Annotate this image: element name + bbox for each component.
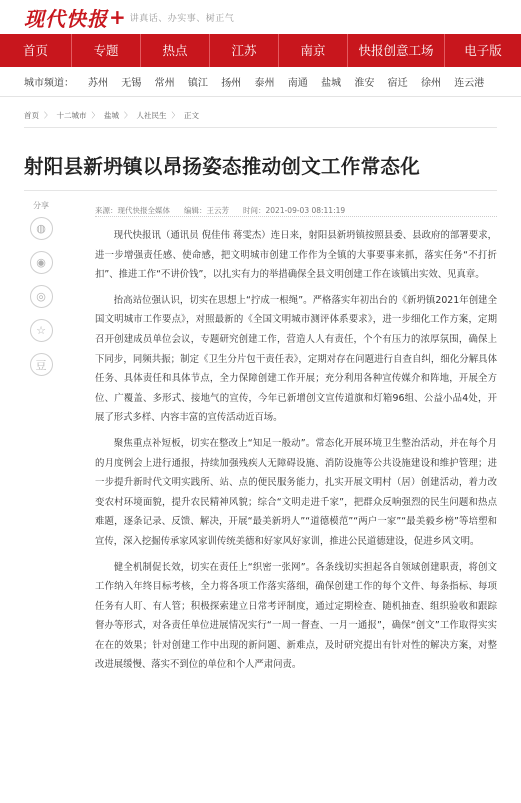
city-channel-bar [0, 67, 521, 97]
city-link-wuxi[interactable]: 无锡 [121, 78, 142, 89]
divider [24, 127, 497, 128]
logo-text: 现代快报 [24, 6, 108, 31]
nav-item-creative-workshop[interactable]: 快报创意工场 [358, 43, 434, 58]
article-editor: 编辑：王云芳 [184, 206, 229, 215]
douban-icon: 豆 [35, 358, 47, 372]
article-paragraph: 现代快报讯（通讯员 倪佳伟 蒋雯杰）连日来，射阳县新坍镇按照县委、县政府的部署要求，进一步增强责任感、使命感，把文明城市创建工作作为全镇的大事要事来抓，落实任务“不打折扣”、推进工作“不讲价钱”，以扎实有力的举措确保全县文明创建工作在该镇出实效、见真章。 [95, 230, 497, 281]
share-label: 分享 [33, 201, 49, 210]
logo-plus: + [109, 5, 126, 29]
main-nav [0, 34, 521, 67]
divider [24, 190, 497, 191]
nav-item-jiangsu[interactable]: 江苏 [231, 43, 257, 58]
breadcrumb-separator: 〉 [91, 111, 99, 120]
city-link-changzhou[interactable]: 常州 [154, 78, 175, 89]
breadcrumb-current: 正文 [184, 111, 199, 120]
nav-item-home[interactable]: 首页 [22, 43, 48, 58]
city-link-suqian[interactable]: 宿迁 [387, 78, 408, 89]
city-link-zhenjiang[interactable]: 镇江 [187, 78, 208, 89]
city-link-yangzhou[interactable]: 扬州 [221, 78, 242, 89]
share-douban-button[interactable] [30, 353, 53, 376]
article-paragraph: 抬高站位强认识，切实在思想上“拧成一根绳”。严格落实年初出台的《新坍镇2021年创建全国文明城市工作要点》，对照最新的《全国文明城市测评体系要求》，进一步细化工作方案，定期召开创建成员单位会议，专题研究创建工作，营造人人有责任，个个有压力的浓厚氛围，确保上下同步，同频共振；制定《卫生分片包干责任表》，定期对存在问题进行自查自纠，细化分解具体任务、具体责任和具体节点，全力保障创建工作开展；充分利用各种宣传媒介和阵地，开展全方位、广覆盖、多形式、接地气的宣传，今年已新增创文宣传道旗和灯箱96组、公益小品4处，开展了形式多样、内容丰富的宣传活动近百场。 [95, 294, 497, 424]
city-channel-label: 城市频道： [24, 78, 74, 89]
city-link-xuzhou[interactable]: 徐州 [420, 78, 441, 89]
city-link-suzhou[interactable]: 苏州 [88, 78, 108, 89]
city-link-huaian[interactable]: 淮安 [354, 78, 375, 89]
breadcrumb-separator: 〉 [171, 111, 179, 120]
article-body [95, 226, 497, 681]
article-title: 射阳县新坍镇以昂扬姿态推动创文工作常态化 [24, 155, 421, 178]
city-link-nantong[interactable]: 南通 [287, 78, 308, 89]
city-link-taizhou[interactable]: 泰州 [254, 78, 275, 89]
breadcrumb-separator: 〉 [44, 111, 52, 120]
nav-item-e-paper[interactable]: 电子版 [464, 43, 502, 58]
city-link-lianyungang[interactable]: 连云港 [454, 78, 485, 89]
nav-item-topics[interactable]: 专题 [93, 43, 119, 58]
article-paragraph: 健全机制促长效，切实在责任上“织密一张网”。各条线切实担起各自领域创建职责，将创文工作纳入年终目标考核，全力将各项工作落实落细，确保创建工作的每个文件、每条指标、每项任务有人盯、有人管；积极探索建立日常考评制度，通过定期检查、随机抽查、组织验收和跟踪督办等形式，对各责任单位进展情况实行“一周一督查、一月一通报”，确保“创文”工作取得实实在在的效果；针对创建工作中出现的新问题、新难点，及时研究提出有针对性的解决方案，对整改进展缓慢、落实不到位的单位和个人严肃问责。 [95, 561, 497, 671]
nav-item-nanjing[interactable]: 南京 [300, 43, 326, 58]
breadcrumb-social-livelihood[interactable]: 人社民生 [136, 111, 167, 120]
share-wechat-button[interactable] [30, 217, 53, 240]
article-time: 时间：2021-09-03 08:11:19 [243, 206, 346, 215]
share-weibo-button[interactable] [30, 285, 53, 308]
site-slogan: 讲真话、办实事、树正气 [129, 13, 235, 24]
article-paragraph: 聚焦重点补短板，切实在整改上“知足一般动”。常态化开展环境卫生整治活动，并在每个月的月度例会上进行通报，持续加强残疾人无障碍设施、消防设施等公共设施建设和维护管理；进一步提升新时代文明实践所、站、点的便民服务能力，扎实开展文明村（居）创建活动，着力改变农村环境面貌，提升农民精神风貌；综合“文明走进千家”，把群众反响强烈的民生问题和热点难题，逐条记录、反馈、解决，开展“最美新坍人”“道德模范”“两户一家”“最美毅乡榜”等培塑和宣传，深入挖掘传承家风家训传统美德和好家风好家训，推进公民道德建设，促进乡风文明。 [95, 437, 497, 547]
breadcrumb [24, 110, 199, 121]
wechat-icon: ◍ [36, 222, 46, 235]
moments-icon: ◉ [36, 256, 46, 269]
share-panel [28, 200, 54, 387]
site-logo[interactable] [24, 3, 128, 32]
qzone-icon: ☆ [36, 324, 46, 337]
breadcrumb-separator: 〉 [124, 111, 132, 120]
nav-item-hot[interactable]: 热点 [162, 43, 188, 58]
meta-divider [95, 216, 497, 217]
breadcrumb-yancheng[interactable]: 盐城 [104, 111, 119, 120]
article-meta [95, 205, 359, 216]
weibo-icon: ◎ [36, 290, 46, 303]
top-bar [0, 0, 521, 34]
city-link-yancheng[interactable]: 盐城 [321, 78, 342, 89]
breadcrumb-twelve-cities[interactable]: 十二城市 [56, 111, 87, 120]
article-source: 来源：现代快报全媒体 [95, 206, 170, 215]
breadcrumb-home[interactable]: 首页 [24, 111, 39, 120]
share-moments-button[interactable] [30, 251, 53, 274]
share-qzone-button[interactable] [30, 319, 53, 342]
